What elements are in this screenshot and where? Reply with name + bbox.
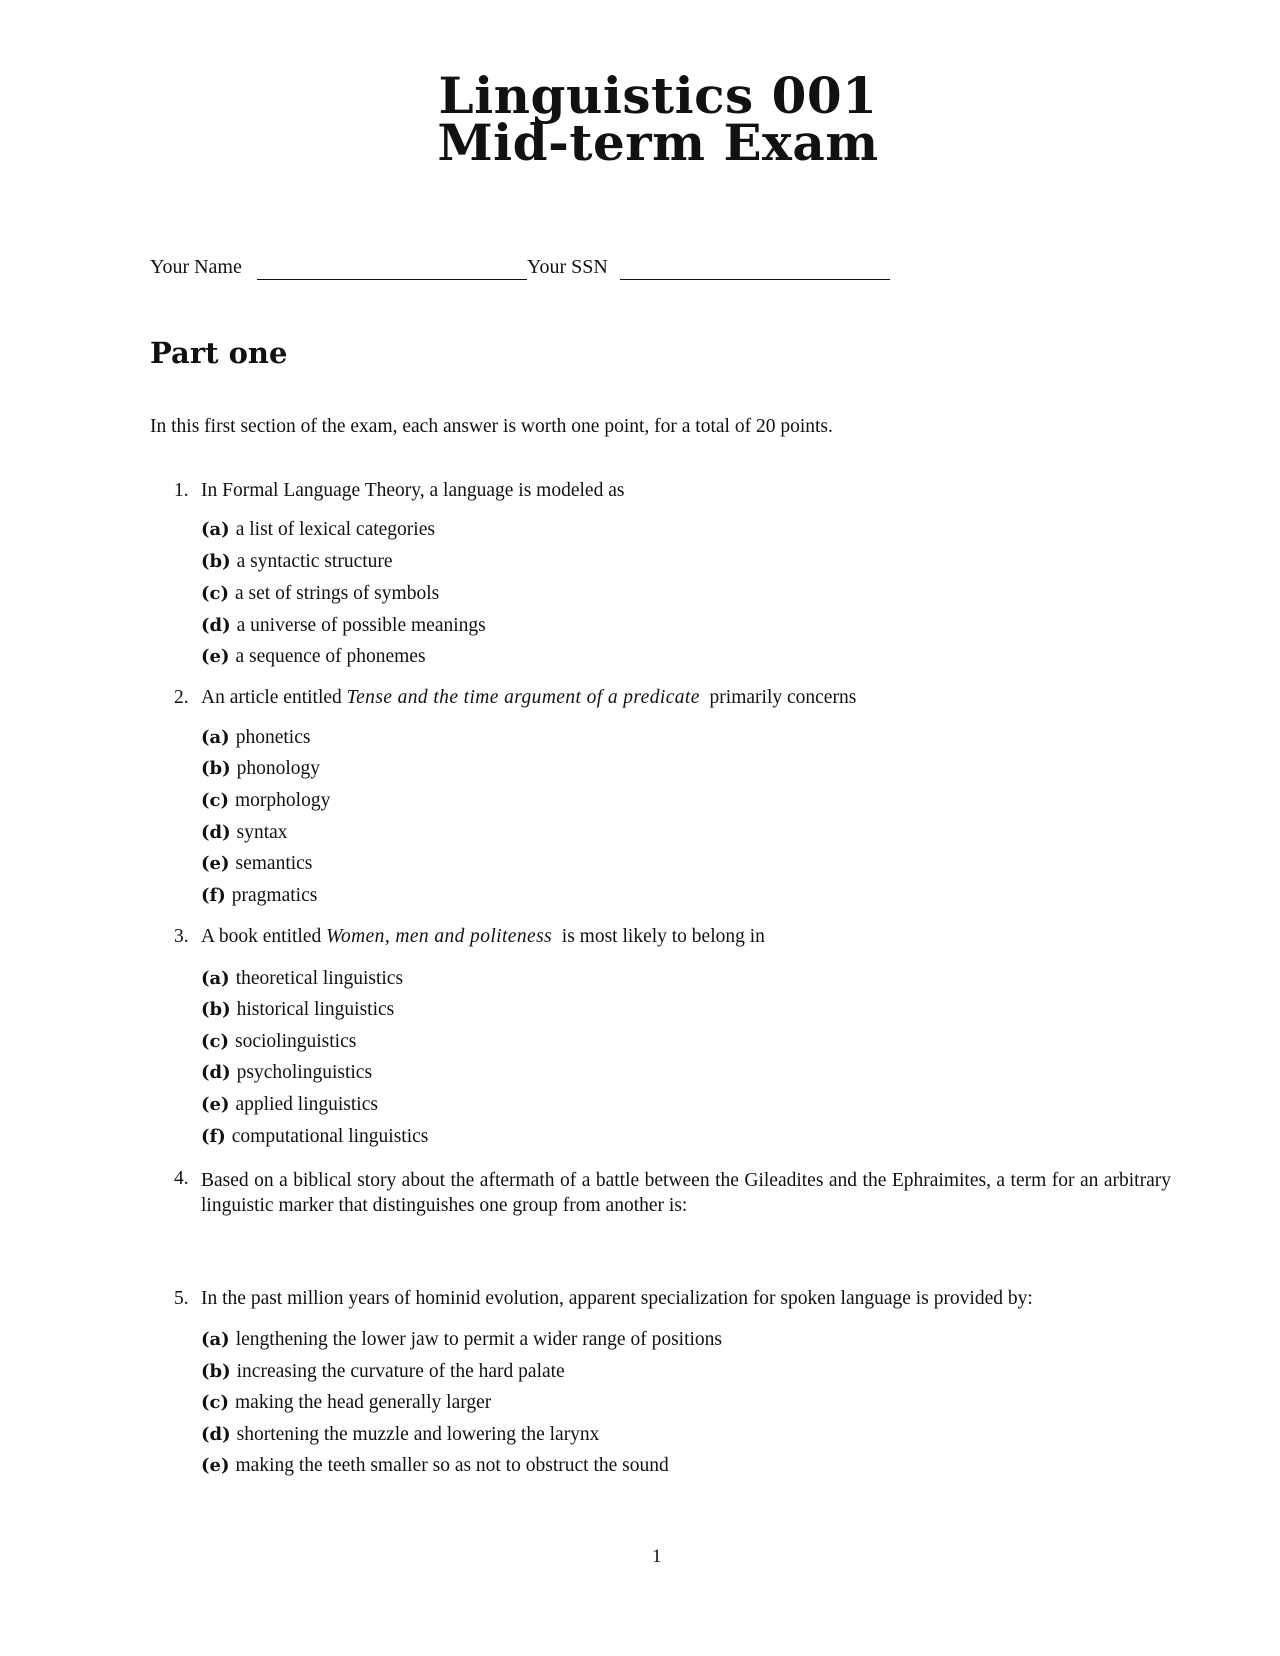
question-stem: [201, 687, 856, 709]
option-letter: (a): [201, 519, 230, 540]
option-text: increasing the curvature of the hard palate: [236, 1361, 565, 1382]
option: [201, 615, 486, 637]
section-intro: In this first section of the exam, each answer is worth one point, for a total of 20 points.: [150, 416, 833, 437]
book-title: Women, men and politeness: [326, 926, 553, 947]
option-letter: (e): [201, 646, 230, 667]
question-number: 2.: [174, 687, 189, 708]
option-letter: (c): [201, 1392, 229, 1413]
option-text: theoretical linguistics: [235, 968, 404, 989]
option: [201, 519, 435, 541]
option-text: pragmatics: [231, 885, 318, 906]
option-letter: (b): [201, 1361, 231, 1382]
option-letter: (e): [201, 1094, 230, 1115]
question-stem: [201, 926, 765, 948]
option-text: sociolinguistics: [235, 1031, 357, 1052]
option-letter: (e): [201, 853, 230, 874]
option-text: syntax: [236, 822, 288, 843]
question-stem: In Formal Language Theory, a language is modeled as: [201, 480, 625, 501]
page-number: 1: [652, 1546, 662, 1567]
option-text: phonology: [236, 758, 321, 779]
option: [201, 853, 312, 875]
ssn-label: Your SSN: [527, 256, 608, 278]
option-letter: (d): [201, 1062, 231, 1083]
question-number: 4.: [174, 1168, 189, 1189]
option-text: making the teeth smaller so as not to obstruct the sound: [235, 1455, 669, 1476]
option-letter: (b): [201, 758, 231, 779]
option: [201, 1392, 491, 1414]
question-number: 3.: [174, 926, 189, 947]
name-label: Your Name: [150, 256, 242, 278]
option-letter: (d): [201, 1424, 231, 1445]
option: [201, 1424, 599, 1446]
title-line-1: Linguistics 001: [438, 66, 878, 125]
stem-text: An article entitled: [201, 687, 342, 708]
option: [201, 885, 317, 907]
option-letter: (e): [201, 1455, 230, 1476]
option-text: morphology: [235, 790, 331, 811]
question-stem: Based on a biblical story about the aftermath of a battle between the Gileadites and the Ephraimites, a term for an arbitrary linguistic marker that distinguishes one group from another is:: [201, 1170, 1171, 1216]
option-letter: (d): [201, 822, 231, 843]
option: [201, 968, 403, 990]
option: [201, 1329, 722, 1351]
ssn-blank: [620, 279, 890, 280]
option-letter: (c): [201, 790, 229, 811]
question-stem: In the past million years of hominid evolution, apparent specialization for spoken language is provided by:: [201, 1288, 1033, 1309]
option-text: phonetics: [235, 727, 311, 748]
option: [201, 790, 330, 812]
option: [201, 1361, 565, 1383]
option: [201, 1031, 356, 1053]
option-letter: (b): [201, 999, 231, 1020]
option-text: a list of lexical categories: [235, 519, 435, 540]
option-text: lengthening the lower jaw to permit a wider range of positions: [235, 1329, 722, 1350]
question-number: 1.: [174, 480, 189, 501]
option-text: semantics: [235, 853, 313, 874]
option-letter: (d): [201, 615, 231, 636]
stem-text: is most likely to belong in: [561, 926, 765, 947]
option-letter: (a): [201, 1329, 230, 1350]
option: [201, 583, 439, 605]
option-text: a syntactic structure: [236, 551, 393, 572]
option: [201, 1126, 428, 1148]
option-letter: (c): [201, 1031, 229, 1052]
stem-text: A book entitled: [201, 926, 322, 947]
option-text: making the head generally larger: [235, 1392, 492, 1413]
option-letter: (b): [201, 551, 231, 572]
option-text: applied linguistics: [235, 1094, 378, 1115]
option: [201, 727, 310, 749]
option-text: a sequence of phonemes: [235, 646, 426, 667]
option-text: psycholinguistics: [236, 1062, 373, 1083]
option: [201, 1094, 378, 1116]
option-text: shortening the muzzle and lowering the larynx: [236, 1424, 600, 1445]
option: [201, 758, 320, 780]
option: [201, 1455, 669, 1477]
option: [201, 822, 288, 844]
option-letter: (f): [201, 1126, 226, 1147]
article-title: Tense and the time argument of a predicate: [346, 687, 700, 708]
title-line-2: Mid-term Exam: [437, 113, 879, 172]
option-text: historical linguistics: [236, 999, 395, 1020]
option-letter: (a): [201, 727, 230, 748]
option-text: a set of strings of symbols: [235, 583, 440, 604]
section-heading: Part one: [150, 336, 288, 370]
option-letter: (c): [201, 583, 229, 604]
question-number: 5.: [174, 1288, 189, 1309]
option-text: computational linguistics: [231, 1126, 429, 1147]
stem-text: primarily concerns: [709, 687, 857, 708]
name-blank: [257, 279, 527, 280]
option: [201, 1062, 372, 1084]
option: [201, 999, 394, 1021]
option-letter: (f): [201, 885, 226, 906]
option-text: a universe of possible meanings: [236, 615, 486, 636]
option-letter: (a): [201, 968, 230, 989]
option: [201, 646, 426, 668]
exam-title: [0, 66, 1280, 172]
option: [201, 551, 393, 573]
